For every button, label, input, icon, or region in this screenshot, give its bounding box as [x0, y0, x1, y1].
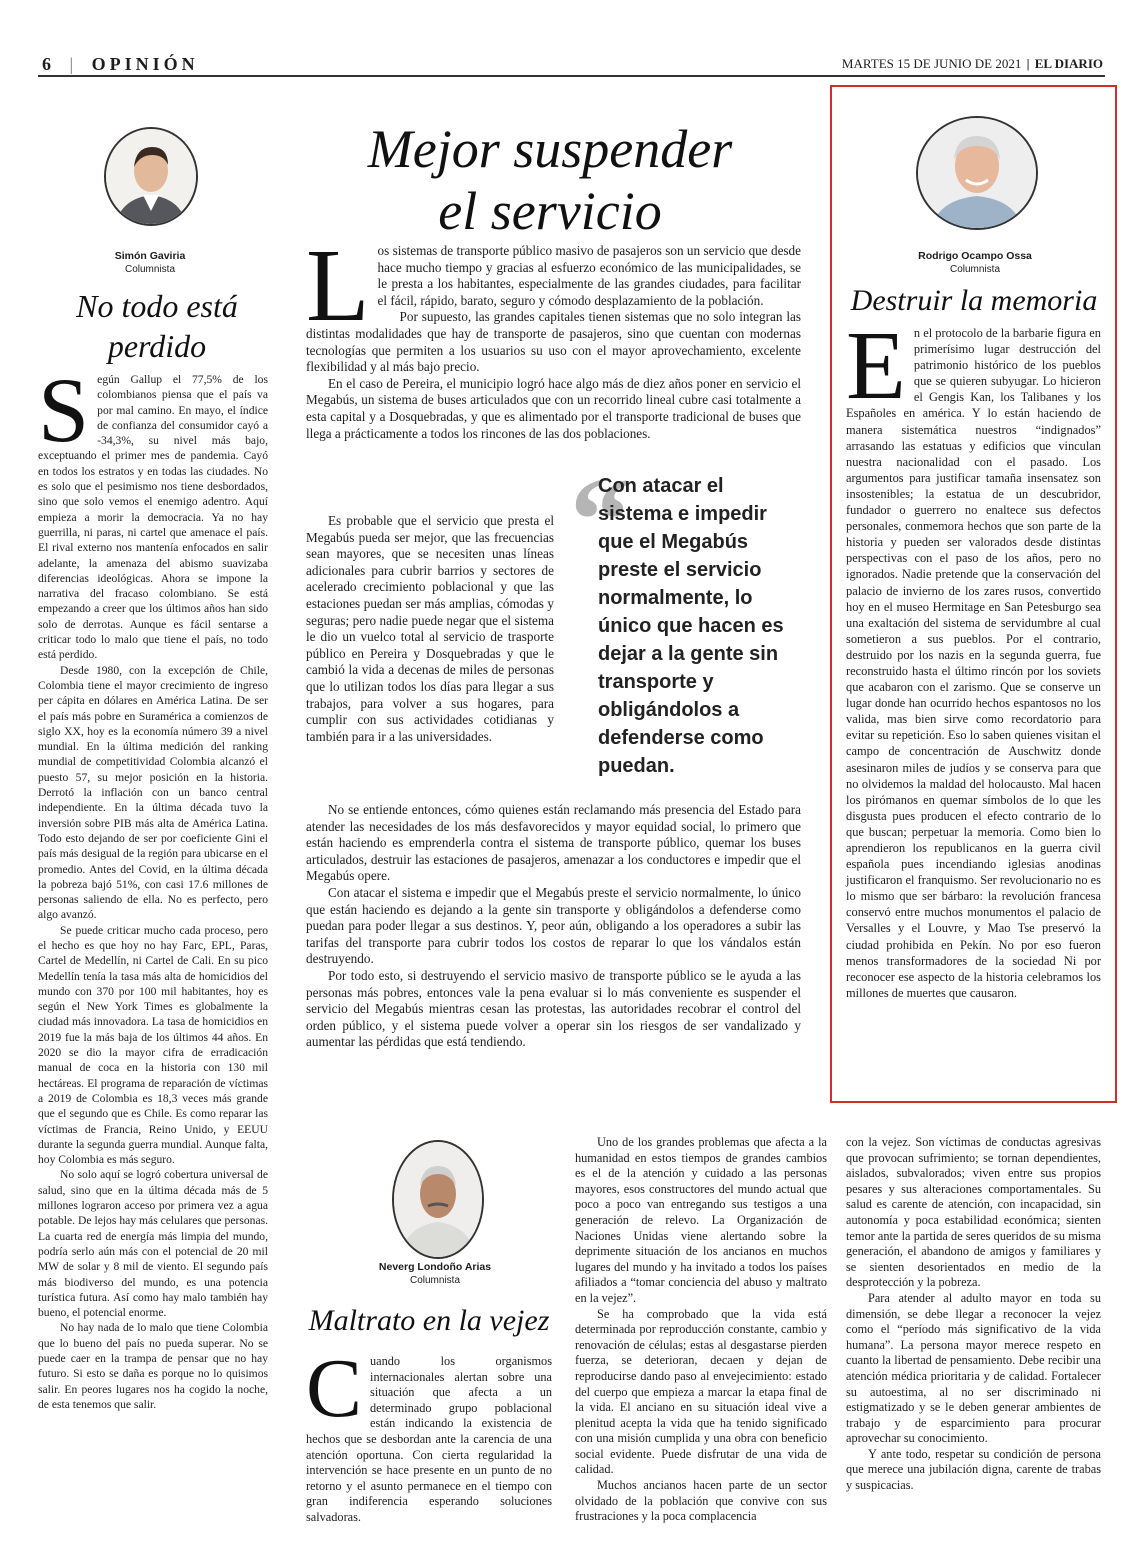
paragraph: uando los organismos internacionales alertan sobre una situación que afecta a un determinado grupo poblacional están indicando la existencia de hechos que se desbordan ante la carencia de una atención oportuna. Con cierta regularidad la intervención se hace presente en un punto de no retorno y el asunto permanece en el tiempo con gran indiferencia esperando soluciones salvadoras.	[306, 1354, 552, 1524]
drop-cap: C	[306, 1342, 363, 1435]
author-role: Columnista	[124, 264, 176, 275]
editorial-body-narrow	[306, 513, 554, 745]
paragraph: Con atacar el sistema e impedir que el Megabús preste el servicio normalmente, lo único que están haciendo es dejando a la gente sin transporte y obligándolos a defenderse como puedan para poder llegar a sus destinos. Y, peor aún, obligando a los operadores a subir las tarifas del transporte para cubrir todos los costos de reparar lo que los vándalos están destruyendo.	[306, 884, 801, 967]
paragraph: No solo aquí se logró cobertura universal de salud, sino que en la última década más de 5 millones lograron acceso por primera vez a agua potable. De lejos hay más celulares que personas. La cuarta red de energía más limpia del mundo, podría serlo aún más con el potencial de 20 mil MW de solar y 8 mil de viento. El segundo país más biodiverso del mundo, es una potencia turística futura. Así como hay malo también hay bueno, el potencial enorme.	[38, 1168, 268, 1320]
avatar-portrait-icon	[394, 1142, 482, 1257]
issue-date: MARTES 15 DE JUNIO DE 2021	[841, 56, 1022, 71]
paragraph: egún Gallup el 77,5% de los colombianos piensa que el país va por mal camino. En mayo, el índice de confianza del consumidor cayó a -34,3%, su nivel más bajo, exceptuando el primer mes de pandemia. Cayó en todos los estratos y en todas las ciudades. No es solo que el pesimismo nos tiene desbordados, sino que solo vemos el enemigo adentro. Aquí empieza a morir la democracia. Ya no hay guerrilla, ni paras, ni cartel que amenace el país. El rival externo nos mantenía enfocados en salir adelante, la amenaza del abismo suavizaba diferencias ideológicas. Ahora se impone la narrativa del fracaso colombiano. Se está empezando a creer que los últimos años han sido solo de derrotas. Aunque es fácil sentarse a criticar todo lo malo que tiene el país, no todo está perdido.	[38, 373, 268, 662]
paragraph: Muchos ancianos hacen parte de un sector olvidado de la población que convive con sus frustraciones y la poca complacencia	[575, 1478, 827, 1524]
paragraph: Desde 1980, con la excepción de Chile, Colombia tiene el mayor crecimiento de ingreso per cápita en dólares en América Latina. De ser el país más pobre en Suramérica a comienzos de siglo XX, hoy es la economía número 39 a nivel mundial. En la última medición del ranking mundial de competitividad Colombia alcanzó el puesto 57, su mejor posición en la historia. Derrotó la inflación con un banco central independiente. En la última década tuvo la inversión sobre PIB más alta de América Latina. Todo esto dejando de ser por coeficiente Gini el país más desigual de la región para ubicarse en el promedio. Antes del Covid, en la última década la pobreza bajó 51%, con casi 17.6 millones de personas saliendo de ella. No es perfecto, pero algo avanzó.	[38, 663, 268, 922]
paragraph: Por supuesto, las grandes capitales tienen sistemas que no solo integran las distintas modalidades que hay de transporte de pasajeros, sino que cuentan con modernas tecnologías que permiten a los usuarios su uso con el mayor aprovechamiento, excelente flexibilidad y al más bajo precio.	[306, 309, 801, 375]
author-byline	[360, 1260, 510, 1288]
editorial-title	[300, 118, 800, 242]
page-header-right: MARTES 15 DE JUNIO DE 2021 | EL DIARIO	[841, 56, 1103, 71]
quote-mark-icon: “	[570, 453, 630, 586]
paragraph: No se entiende entonces, cómo quienes están reclamando más presencia del Estado para atender las necesidades de los más desfavorecidos y mayor equidad social, lo primero que están haciendo es emprenderla contra el sistema de transporte público, quemar los buses articulados, destruir las estaciones de pasajeros, amenazar a los conductores e impedir que el Megabús opere.	[306, 802, 801, 884]
page-header-left: 6 | OPINIÓN	[42, 54, 199, 74]
paragraph: n el protocolo de la barbarie figura en primerísimo lugar destrucción del patrimonio histórico de los pueblos que se quieren subyugar. Lo hicieron el Gengis Kan, los Talibanes y los Españoles en américa. Y lo están haciendo de manera sistemática nuestros “indignados” arrasando las estatuas y edificios que vinculan nuestra nacionalidad con el pasado. Los argumentos para justificar tamaña insensatez son insostenibles; la estatua de un descubridor, fundador o guerrero no enaltece sus defectos personales, conmemora hechos que son parte de la historia y pueden ser valorados desde distintas perspectivas con el paso de los años, pero no ignorados. Nadie pretende que la conservación del palacio de invierno de los zares rusos, convertido hoy en el museo Hermitage en San Petesburgo sea una exaltación del sistema de servidumbre al cual sometieron a sus pueblos. Por el contrario, destruido por los nazis en la segunda guerra, fue reconstruido hasta el último rincón por los soviets que acabaron con el zarismo. Que se conserve un lugar donde han ocurrido hechos espantosos no los valida, mas bien sirve como recordatorio para evitar su repetición. Eso lo saben quienes visitan el campo de concentración de Auschwitz donde asesinaron miles de judíos y se conserva para que no olvidemos la maldad del holocausto. Mal hacen los pirómanos en quemar símbolos de lo que les disgusta pues producen el efecto contrario de lo que buscan; perpetuar la memoria. Como bien lo aprendieron los republicanos en la guerra civil española pues incendiando iglesias anodinas justificaron el franquismo. Ser revolucionario no es lo mismo que ser bárbaro: la revolución francesa conservó entre muchos monumentos el palacio de Versalles y el Louvre, y Mao Tse preservó la ciudad prohibida en Pekín. No por eso fueron menos transformadores de la sociedad Ni por reconocer ese aspecto de la historia celebramos los millones de muertes que causaron.	[846, 326, 1101, 1000]
author-photo	[104, 127, 198, 226]
paragraph: Uno de los grandes problemas que afecta a la humanidad en estos tiempos de grandes cambios es el de la atención y cuidado a las personas mayores, esos constructores del mundo actual que poco a poco van entregando sus testigos a una generación de relevo. La Organización de Naciones Unidas viene alertando sobre la deprimente situación de los ancianos en muchos lugares del mundo y ha invitado a todos los países afiliados a “tomar conciencia del abuso y maltrato en la vejez”.	[575, 1135, 827, 1305]
column-body	[846, 312, 1101, 1001]
drop-cap: S	[38, 359, 90, 461]
column-title: No todo está perdido	[76, 288, 238, 364]
newspaper-name: EL DIARIO	[1034, 56, 1103, 71]
avatar-portrait-icon	[918, 118, 1036, 228]
author-role: Columnista	[949, 264, 1001, 275]
author-byline	[80, 249, 220, 277]
paragraph: Por todo esto, si destruyendo el servicio masivo de transporte público se le ayuda a las personas más pobres, entonces vale la pena evaluar si lo más conveniente es suspender el servicio del Megabús mientras cesan las protestas, las autoridades recobrar el control del orden público, y el sistema puede volver a operar sin los riesgos de ser vandalizado y aumentar las pérdidas que está tendiendo.	[306, 967, 801, 1050]
author-name: Simón Gaviria	[114, 250, 186, 262]
drop-cap: L	[306, 228, 370, 343]
column-title: Maltrato en la vejez	[308, 1304, 550, 1337]
column-body-2	[575, 1135, 827, 1525]
author-role: Columnista	[409, 1275, 461, 1286]
header-rule	[38, 75, 1105, 77]
paragraph: Se puede criticar mucho cada proceso, pero el hecho es que hoy no hay Farc, EPL, Paras, Cartel de Medellín, ni Cartel de Cali. En su pico Medellín tenía la tasa más alta de homicidios del mundo con 370 por 100 mil habitantes, hoy es según el New York Times es globalmente la ciudad más innovadora. La tasa de homicidios en 2019 fue la más baja de los últimos 44 años. En 2020 se dio la mayor cifra de erradicación manual de coca en la historia con 130 mil hectáreas. El programa de reparación de víctimas a 2019 de Colombia es 18,3 veces más grande que el segundo que es Chile. Es como reparar las víctimas de Francia, Reino Unido, y EEUU durante la segunda guerra mundial. Aunque falta, hoy Colombia es más seguro.	[38, 923, 268, 1167]
column-body-1	[306, 1342, 552, 1526]
column-body-3	[846, 1135, 1101, 1494]
column-body	[38, 359, 268, 1412]
paragraph: con la vejez. Son víctimas de conductas agresivas que provocan sufrimiento; se tornan dependientes, aislados, subvalorados; viven entre sus propios pesares y sus alteraciones comportamentales. Su salud es carente de atención, con incapacidad, sin autonomía y poca estabilidad económica; sienten temor ante la partida de seres queridos de su misma generación, el abandono de amigos y familiares y se sienten desorientados en medio de la desprotección y la pobreza.	[846, 1135, 1101, 1290]
paragraph: Y ante todo, respetar su condición de persona que merece una jubilación digna, carente de trabas y suspicacias.	[846, 1446, 1101, 1493]
paragraph: Para atender al adulto mayor en toda su dimensión, se debe llegar a reconocer la vejez como el “período más significativo de la vida humana”. La persona mayor merece respeto en cuanto la libertad de pensamiento. Debe recibir una atención médica prioritaria y de calidad. Fortalecer su autoestima, al no ser discriminado ni estigmatizado y se le deben generar ambientes de trabajo y de esparcimiento para procurar aprovechar su conocimiento.	[846, 1290, 1101, 1446]
section-name: OPINIÓN	[91, 54, 199, 74]
author-byline	[900, 249, 1050, 277]
title-line: Mejor suspender	[367, 119, 733, 179]
paragraph: Se ha comprobado que la vida está determinada por reproducción constante, cambio y renovación de células; estas al desgastarse pierden fuerza, se deterioran, decaen y dejan de reproducirse dando paso al envejecimiento: estado del cuerpo que empieza a marcar la etapa final de la vida. El anciano en su situación ideal vive a plenitud acepta la vida que ha tenido significado con una misión cumplida y una obra con beneficio social evidente. Puede disfrutar de una vida de calidad.	[575, 1306, 827, 1477]
paragraph: os sistemas de transporte público masivo de pasajeros son un servicio que desde hace mucho tiempo y gracias al esfuerzo económico de las municipalidades, se le presta a los habitantes, especialmente de las grandes ciudades, para facilitar el fácil, rápido, barato, seguro y cómodo desplazamiento de la población.	[377, 243, 801, 308]
title-line: el servicio	[438, 181, 662, 241]
author-name: Neverg Londoño Arias	[378, 1261, 492, 1273]
editorial-body-bottom	[306, 802, 801, 1051]
paragraph: En el caso de Pereira, el municipio logró hace algo más de diez años poner en servicio el Megabús, un sistema de buses articulados que con un recorrido lineal cubre casi totalmente a esta capital y a Dosquebradas, y que es alimentado por el transporte tradicional de buses que llega a prácticamente a todos los rincones de las dos poblaciones.	[306, 375, 801, 441]
paragraph: No hay nada de lo malo que tiene Colombia que lo bueno del país no pueda superar. No se puede caer en la trampa de pensar que no hay futuro. Si esto se daña es porque no lo quisimos salir. En peores lugares nos ha cogido la noche, de esta tenemos que salir.	[38, 1321, 268, 1411]
editorial-body-top	[306, 228, 801, 442]
author-photo	[392, 1140, 484, 1259]
drop-cap: E	[846, 312, 906, 420]
author-name: Rodrigo Ocampo Ossa	[918, 250, 1032, 262]
page-number: 6	[42, 54, 55, 74]
pull-quote: Con atacar el sistema e impedir que el Megabús preste el servicio normalmente, lo único que hacen es dejar a la gente sin transporte y obligándolos a defenderse como puedan.	[598, 475, 784, 777]
author-photo	[916, 116, 1038, 230]
avatar-portrait-icon	[106, 129, 196, 224]
paragraph: Es probable que el servicio que presta el Megabús pueda ser mejor, que las frecuencias sean mayores, que se necesiten unas líneas adicionales para cubrir barrios y sectores de acelerado crecimiento poblacional y que las estaciones puedan ser más amplias, cómodas y seguras; pero nadie puede negar que el sistema le dio un vuelco total al servicio de trasporte público en Pereira y Dosquebradas y que le cambió la vida a decenas de miles de personas que lo utilizan todos los días para llegar a sus trabajos, para volver a sus hogares, para cumplir con sus actividades cotidianas y también para ir a las universidades.	[306, 513, 554, 744]
column-title: Destruir la memoria	[850, 284, 1098, 317]
